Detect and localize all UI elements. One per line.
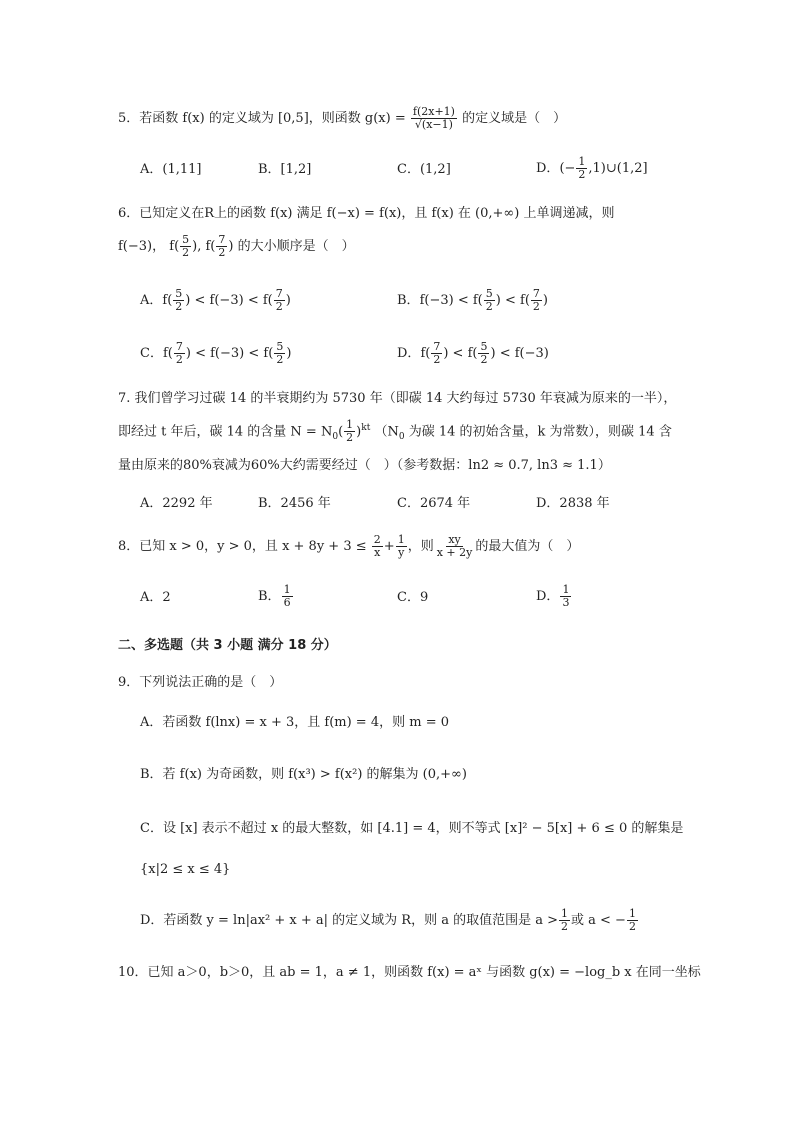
q9-optd-frac-2: [627, 908, 638, 933]
q6-f: f(: [263, 346, 274, 361]
q6-frac-7-2: [216, 234, 227, 259]
q6-opt-label: B．: [397, 293, 420, 308]
q9-option-c: C．设 [x] 表示不超过 x 的最大整数，如 [4.1] = 4，则不等式 [x]² − 5[x] + 6 ≤ 0 的解集是: [140, 821, 684, 836]
q8-den: 6: [283, 596, 291, 609]
q8-den: y: [398, 546, 405, 559]
q6-close: ): [185, 346, 191, 361]
q6-lt: <: [504, 293, 516, 308]
q9-num: 1: [628, 907, 636, 920]
q9-den: 2: [561, 920, 569, 933]
q7-sub0: 0: [398, 431, 405, 442]
q6-den: 2: [276, 353, 284, 366]
q6-stem2-a: f(−3)， f(: [118, 239, 180, 254]
q8-optb-frac: [282, 584, 293, 609]
q6-option-c: [140, 341, 291, 366]
q6-num: 7: [275, 287, 283, 300]
q8-num: 1: [397, 533, 405, 546]
q6-den: 2: [485, 300, 493, 313]
q8-stem-c: ，则: [407, 539, 434, 554]
q7-line2-d: （N: [374, 424, 399, 440]
q7-paren-close: ): [356, 424, 362, 440]
q8-num: 2: [373, 533, 381, 546]
q6-opt-label: D．: [397, 346, 421, 361]
q6-option-d: [397, 341, 549, 366]
q6-close: ): [495, 293, 501, 308]
q9-optd-frac-1: [559, 908, 570, 933]
q8-opt-label: B．: [258, 589, 281, 604]
q6-num: 5: [276, 340, 284, 353]
q5-frac-den: √(x−1): [414, 118, 453, 131]
q6-num: 5: [182, 233, 190, 246]
q6-lt: <: [194, 293, 206, 308]
q7-option-d: D．2838 年: [536, 496, 610, 511]
q8-stem-d: 的最大值为（ ）: [475, 539, 580, 554]
q8-den: x + 2y: [436, 546, 473, 559]
q8-num: xy: [448, 533, 461, 546]
q8-frac-2-x: [372, 534, 383, 559]
q7-line2-a: 即经过 t 年后，碳 14 的含量 N = N: [118, 424, 333, 440]
q6-num: 5: [175, 287, 183, 300]
q6-f3: f(−3): [210, 346, 245, 361]
q5-optd-fraction: [576, 156, 587, 181]
q6-opt-label: C．: [140, 346, 163, 361]
q7-option-b: B．2456 年: [258, 496, 331, 511]
q7-option-c: C．2674 年: [397, 496, 471, 511]
q6-den: 2: [175, 300, 183, 313]
section-2-heading: 二、多选题（共 3 小题 满分 18 分）: [118, 638, 337, 653]
question-7-line-3: 量由原来的80%衰减为60%大约需要经过（ ）（参考数据：ln2 ≈ 0.7, ln3 ≈ 1.1）: [118, 458, 611, 473]
q6-frac: [174, 341, 185, 366]
q6-den: 2: [480, 353, 488, 366]
q9-option-c-line-2: {x|2 ≤ x ≤ 4}: [140, 862, 231, 877]
q6-f: f(: [467, 346, 478, 361]
q7-option-a: A．2292 年: [140, 496, 213, 511]
q5-stem-text: 5．若函数 f(x) 的定义域为 [0,5]，则函数 g(x) =: [118, 111, 406, 126]
q9-option-d: [140, 908, 639, 933]
question-9-stem: 9．下列说法正确的是（ ）: [118, 675, 283, 690]
q6-frac: [274, 288, 285, 313]
q6-frac: [484, 288, 495, 313]
q6-f: f(: [162, 346, 173, 361]
q6-opt-label: A．: [140, 293, 163, 308]
question-6-stem-2: [118, 234, 355, 259]
q6-f: f(: [520, 293, 530, 308]
q7-sup-kt: kt: [361, 423, 371, 433]
q9-den: 2: [628, 920, 636, 933]
q6-close: ): [285, 293, 291, 308]
q6-num: 7: [175, 340, 183, 353]
q6-den: 2: [218, 246, 226, 259]
q8-frac-1-y: [396, 534, 407, 559]
q6-lt: <: [452, 346, 464, 361]
q6-num: 7: [433, 340, 441, 353]
q6-lt: <: [499, 346, 511, 361]
q5-frac-num: f(2x+1): [412, 105, 455, 118]
q6-frac: [173, 288, 184, 313]
q7-paren-open: (: [338, 424, 344, 440]
q5-option-d: D．(− $\frac{1}{2}$ ,1)∪(1,2]: [536, 155, 648, 181]
q6-num: 5: [485, 287, 493, 300]
q6-close: ): [542, 293, 548, 308]
q6-close: ): [490, 346, 496, 361]
q6-frac: [431, 341, 442, 366]
q6-stem2-c: ) 的大小顺序是（ ）: [228, 239, 355, 254]
q6-den: 2: [275, 300, 283, 313]
q9-optd-a: D．若函数 y = ln|ax² + x + a| 的定义域为 R，则 a 的取值范围是 a >: [140, 913, 559, 928]
q8-option-d: [536, 584, 572, 609]
q9-num: 1: [561, 907, 569, 920]
q7-sub0: 0: [332, 431, 339, 442]
q6-frac: [478, 341, 489, 366]
q9-optd-b: 或 a < −: [571, 913, 626, 928]
q6-option-a: [140, 288, 291, 313]
q5-optd-den: 2: [578, 168, 586, 181]
q6-den: 2: [433, 353, 441, 366]
q6-f: f(: [420, 346, 431, 361]
q6-close: ): [185, 293, 191, 308]
q5-option-c: C．(1,2]: [397, 162, 451, 177]
q6-option-b: [397, 288, 548, 313]
q8-frac-xy: [435, 534, 475, 559]
q6-den: 2: [175, 353, 183, 366]
q5-optd-num: 1: [578, 155, 586, 168]
q5-fraction: [411, 106, 457, 131]
q7-half: [344, 419, 355, 444]
q9-option-b: B．若 f(x) 为奇函数，则 f(x³) > f(x²) 的解集为 (0,+∞): [140, 767, 467, 782]
q5-optd-tail: ,1)∪(1,2]: [588, 161, 648, 176]
q6-stem2-b: ), f(: [192, 239, 216, 254]
q8-stem-a: 8．已知 x > 0，y > 0，且 x + 8y + 3 ≤: [118, 539, 367, 554]
q6-lt: <: [248, 346, 260, 361]
q6-num: 7: [532, 287, 540, 300]
q8-option-a: A．2: [140, 590, 171, 605]
q6-f: f(: [162, 293, 173, 308]
q5-option-b: B．[1,2]: [258, 162, 312, 177]
q6-num: 7: [218, 233, 226, 246]
question-8-stem: [118, 534, 579, 559]
q6-f3: f(−3): [209, 293, 244, 308]
q6-f3: f(−3): [514, 346, 549, 361]
q6-f: f(: [262, 293, 273, 308]
q8-opt-label: D．: [536, 589, 560, 604]
q8-num: 1: [562, 583, 570, 596]
q6-frac: [531, 288, 542, 313]
question-7-line-2: [118, 418, 672, 447]
q6-frac-5-2: [180, 234, 191, 259]
q8-den: x: [374, 546, 381, 559]
q6-close: ): [286, 346, 292, 361]
q6-lt: <: [247, 293, 259, 308]
q6-f: f(: [472, 293, 483, 308]
q6-num: 5: [480, 340, 488, 353]
question-6-stem: 6．已知定义在R上的函数 f(x) 满足 f(−x) = f(x)，且 f(x) 在 (0,+∞) 上单调递减，则: [118, 206, 615, 221]
q8-option-c: C．9: [397, 590, 429, 605]
q8-num: 1: [283, 583, 291, 596]
q6-den: 2: [532, 300, 540, 313]
q7-line2-e: 为碳 14 的初始含量，k 为常数），则碳 14 含: [404, 424, 672, 440]
question-10-stem: 10．已知 a＞0，b＞0，且 ab = 1，a ≠ 1，则函数 f(x) = aˣ 与函数 g(x) = −log_b x 在同一坐标: [118, 965, 701, 980]
q8-option-b: [258, 584, 294, 609]
q8-plus: +: [383, 539, 395, 554]
q6-lt: <: [457, 293, 469, 308]
q8-optd-frac: [560, 584, 571, 609]
q6-lt: <: [195, 346, 206, 361]
q8-den: 3: [562, 596, 570, 609]
q6-f3: f(−3): [419, 293, 454, 308]
q6-close: ): [443, 346, 449, 361]
q6-frac: [274, 341, 285, 366]
q9-option-a: A．若函数 f(lnx) = x + 3，且 f(m) = 4，则 m = 0: [140, 715, 449, 730]
q6-den: 2: [182, 246, 190, 259]
q5-option-d-label: D．: [536, 161, 560, 176]
question-5-stem: [118, 106, 566, 131]
question-7-line-1: 7. 我们曾学习过碳 14 的半衰期约为 5730 年（即碳 14 大约每过 5730 年衰减为原来的一半），: [118, 391, 677, 406]
q7-half-num: 1: [346, 418, 354, 432]
q7-half-den: 2: [346, 431, 354, 445]
q5-option-a: A．(1,11]: [140, 162, 202, 177]
q5-stem-tail: 的定义域是（ ）: [462, 111, 567, 126]
